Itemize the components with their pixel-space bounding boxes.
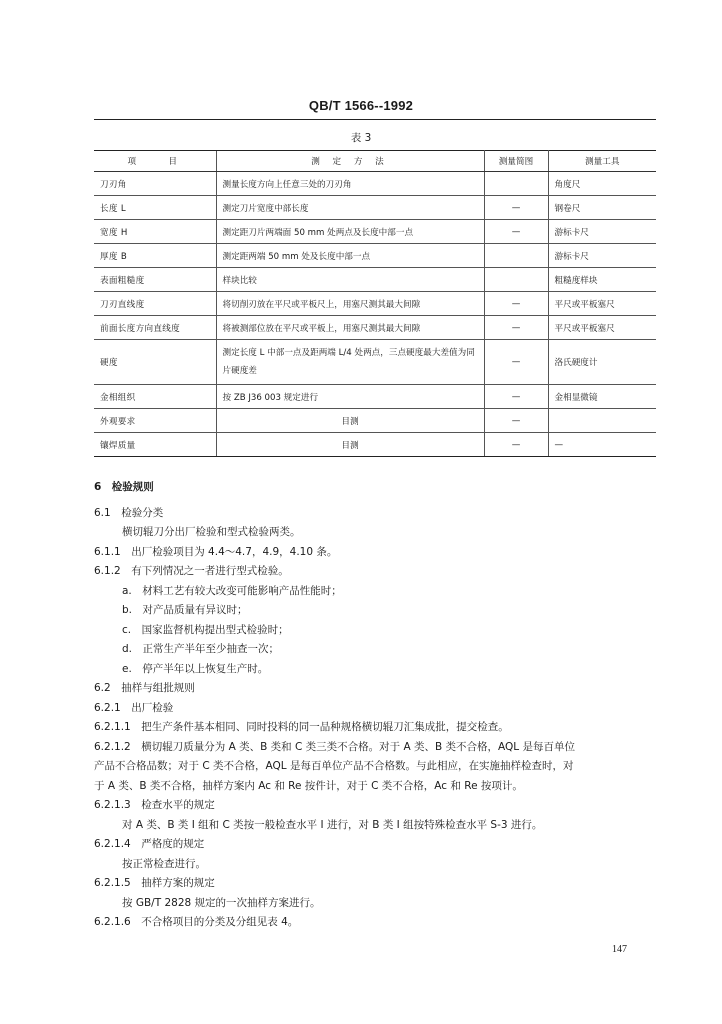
inspection-rules-section [94, 478, 674, 933]
row-method-cell: 测定距刀片两端面 50 mm 处两点及长度中部一点 [216, 220, 484, 244]
measurement-table [94, 150, 656, 457]
table-row [94, 385, 656, 409]
table-row [94, 268, 656, 292]
clause-6-2-1-2-line1: 6.2.1.2 横切辊刀质量分为 A 类、B 类和 C 类三类不合格。对于 A 类、B 类不合格，AQL 是每百单位 [94, 740, 575, 753]
row-item-cell: 宽度 H [94, 220, 216, 244]
row-sketch-cell: — [484, 220, 548, 244]
table-row [94, 172, 656, 196]
row-method-cell: 目测 [216, 433, 484, 457]
column-header-item: 项 目 [94, 151, 216, 172]
section-heading-6: 6 检验规则 [94, 481, 154, 493]
heading-6-2-1-4: 6.2.1.4 严格度的规定 [94, 838, 205, 850]
row-tool-cell: 平尺或平板塞尺 [548, 316, 656, 340]
row-tool-cell: 洛氏硬度计 [548, 340, 656, 385]
row-sketch-cell: — [484, 316, 548, 340]
heading-6-2-1-5: 6.2.1.5 抽样方案的规定 [94, 877, 215, 889]
row-item-cell: 刀刃角 [94, 172, 216, 196]
table-row [94, 340, 656, 385]
table-row [94, 433, 656, 457]
row-item-cell: 长度 L [94, 196, 216, 220]
heading-6-2: 6.2 抽样与组批规则 [94, 682, 195, 694]
paragraph-6-2-1-5: 按 GB/T 2828 规定的一次抽样方案进行。 [122, 896, 321, 909]
clause-6-2-1-2-line3: 于 A 类、B 类不合格，抽样方案内 Ac 和 Re 按件计，对于 C 类不合格，Ac 和 Re 按项计。 [94, 779, 523, 792]
row-tool-cell: 游标卡尺 [548, 244, 656, 268]
row-method-cell: 测定刀片宽度中部长度 [216, 196, 484, 220]
clause-6-2-1-2-line2: 产品不合格品数；对于 C 类不合格，AQL 是每百单位产品不合格数。与此相应，在实施抽样检查时，对 [94, 760, 574, 772]
heading-6-2-1: 6.2.1 出厂检验 [94, 701, 174, 714]
row-item-cell: 外观要求 [94, 409, 216, 433]
row-tool-cell: 游标卡尺 [548, 220, 656, 244]
row-method-cell: 测量长度方向上任意三处的刀刃角 [216, 172, 484, 196]
list-item-c: c. 国家监督机构提出型式检验时； [122, 623, 289, 636]
heading-6-2-1-3: 6.2.1.3 检查水平的规定 [94, 799, 215, 811]
row-method-cell: 目测 [216, 409, 484, 433]
table-row [94, 316, 656, 340]
row-tool-cell: 角度尺 [548, 172, 656, 196]
table-row [94, 244, 656, 268]
table-row [94, 220, 656, 244]
row-tool-cell: 粗糙度样块 [548, 268, 656, 292]
row-item-cell: 硬度 [94, 340, 216, 385]
table-caption: 表 3 [350, 132, 372, 144]
row-method-cell: 将被测部位放在平尺或平板上，用塞尺测其最大间隙 [216, 316, 484, 340]
row-sketch-cell: — [484, 292, 548, 316]
clause-6-2-1-1: 6.2.1.1 把生产条件基本相同、同时投料的同一品种规格横切辊刀汇集成批，提交检查。 [94, 721, 509, 733]
row-sketch-cell: — [484, 340, 548, 385]
row-sketch-cell: — [484, 433, 548, 457]
row-tool-cell [548, 409, 656, 433]
row-tool-cell: 平尺或平板塞尺 [548, 292, 656, 316]
list-item-b: b. 对产品质量有异议时； [122, 604, 248, 616]
row-tool-cell: — [548, 433, 656, 457]
paragraph-6-2-1-3: 对 A 类、B 类 I 组和 C 类按一般检查水平 I 进行，对 B 类 I 组按特殊检查水平 S-3 进行。 [122, 818, 543, 831]
row-tool-cell: 钢卷尺 [548, 196, 656, 220]
row-sketch-cell: — [484, 409, 548, 433]
row-tool-cell: 金相显微镜 [548, 385, 656, 409]
row-item-cell: 前面长度方向直线度 [94, 316, 216, 340]
table-row [94, 409, 656, 433]
row-method-cell: 按 ZB J36 003 规定进行 [216, 385, 484, 409]
paragraph-6-1: 横切辊刀分出厂检验和型式检验两类。 [122, 526, 301, 538]
table-row [94, 292, 656, 316]
column-header-method: 测 定 方 法 [216, 151, 484, 172]
table-header-row [94, 151, 656, 172]
row-sketch-cell [484, 172, 548, 196]
list-item-a: a. 材料工艺有较大改变可能影响产品性能时； [122, 584, 342, 597]
page-number: 147 [612, 944, 627, 955]
table-row [94, 196, 656, 220]
clause-6-1-2: 6.1.2 有下列情况之一者进行型式检验。 [94, 565, 289, 577]
row-sketch-cell: — [484, 385, 548, 409]
column-header-tool: 测量工具 [548, 151, 656, 172]
row-item-cell: 刀刃直线度 [94, 292, 216, 316]
standard-number-header: QB/T 1566--1992 [308, 98, 414, 113]
row-sketch-cell [484, 268, 548, 292]
list-item-e: e. 停产半年以上恢复生产时。 [122, 662, 269, 675]
table-body [94, 172, 656, 457]
paragraph-6-2-1-4: 按正常检查进行。 [122, 857, 206, 870]
clause-6-1-1: 6.1.1 出厂检验项目为 4.4～4.7，4.9，4.10 条。 [94, 545, 338, 558]
row-item-cell: 镶焊质量 [94, 433, 216, 457]
row-item-cell: 金相组织 [94, 385, 216, 409]
list-item-d: d. 正常生产半年至少抽查一次； [122, 643, 280, 655]
header-rule [94, 119, 656, 120]
row-item-cell: 厚度 B [94, 244, 216, 268]
row-method-cell: 测定长度 L 中部一点及距两端 L/4 处两点，三点硬度最大差值为同片硬度差 [216, 340, 484, 385]
row-sketch-cell [484, 244, 548, 268]
clause-6-2-1-6: 6.2.1.6 不合格项目的分类及分组见表 4。 [94, 916, 299, 928]
row-method-cell: 将切削刃放在平尺或平板尺上，用塞尺测其最大间隙 [216, 292, 484, 316]
column-header-sketch: 测量简图 [484, 151, 548, 172]
heading-6-1: 6.1 检验分类 [94, 506, 164, 519]
row-sketch-cell: — [484, 196, 548, 220]
row-method-cell: 样块比较 [216, 268, 484, 292]
row-item-cell: 表面粗糙度 [94, 268, 216, 292]
row-method-cell: 测定距两端 50 mm 处及长度中部一点 [216, 244, 484, 268]
